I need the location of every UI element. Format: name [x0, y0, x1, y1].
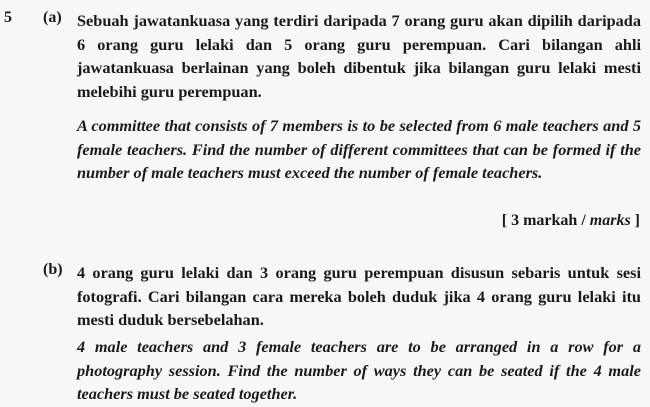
part-a-malay-text: Sebuah jawatankuasa yang terdiri daripada 7 orang guru akan dipilih daripada 6 orang guru lelaki dan 5 orang guru perempuan. Cari bilangan ahli jawatankuasa berlainan yang boleh dibentuk jika bilangan guru lelaki mesti melebihi guru perempuan. [77, 11, 641, 101]
marks-english: marks [589, 212, 631, 229]
part-a-label: (a) [43, 9, 62, 26]
part-a-marks [502, 212, 640, 230]
part-a-english-text: A committee that consists of 7 members is to be selected from 6 male teachers and 5 female teachers. Find the number of different committees that can be formed if the number of male teachers must exceed the number of female teachers. [77, 116, 641, 183]
question-number: 5 [4, 9, 12, 26]
marks-suffix: ] [630, 212, 640, 229]
marks-prefix: [ 3 markah / [501, 212, 590, 229]
part-b-label: (b) [43, 261, 63, 278]
part-b-english-text: 4 male teachers and 3 female teachers are to be arranged in a row for a photography session. Find the number of ways they can be seated if the 4 male teachers must be seated together. [77, 337, 641, 404]
part-b-malay-text: 4 orang guru lelaki dan 3 orang guru perempuan disusun sebaris untuk sesi fotografi. Cari bilangan cara mereka boleh duduk jika 4 orang guru lelaki itu mesti duduk bersebelahan. [77, 263, 641, 330]
